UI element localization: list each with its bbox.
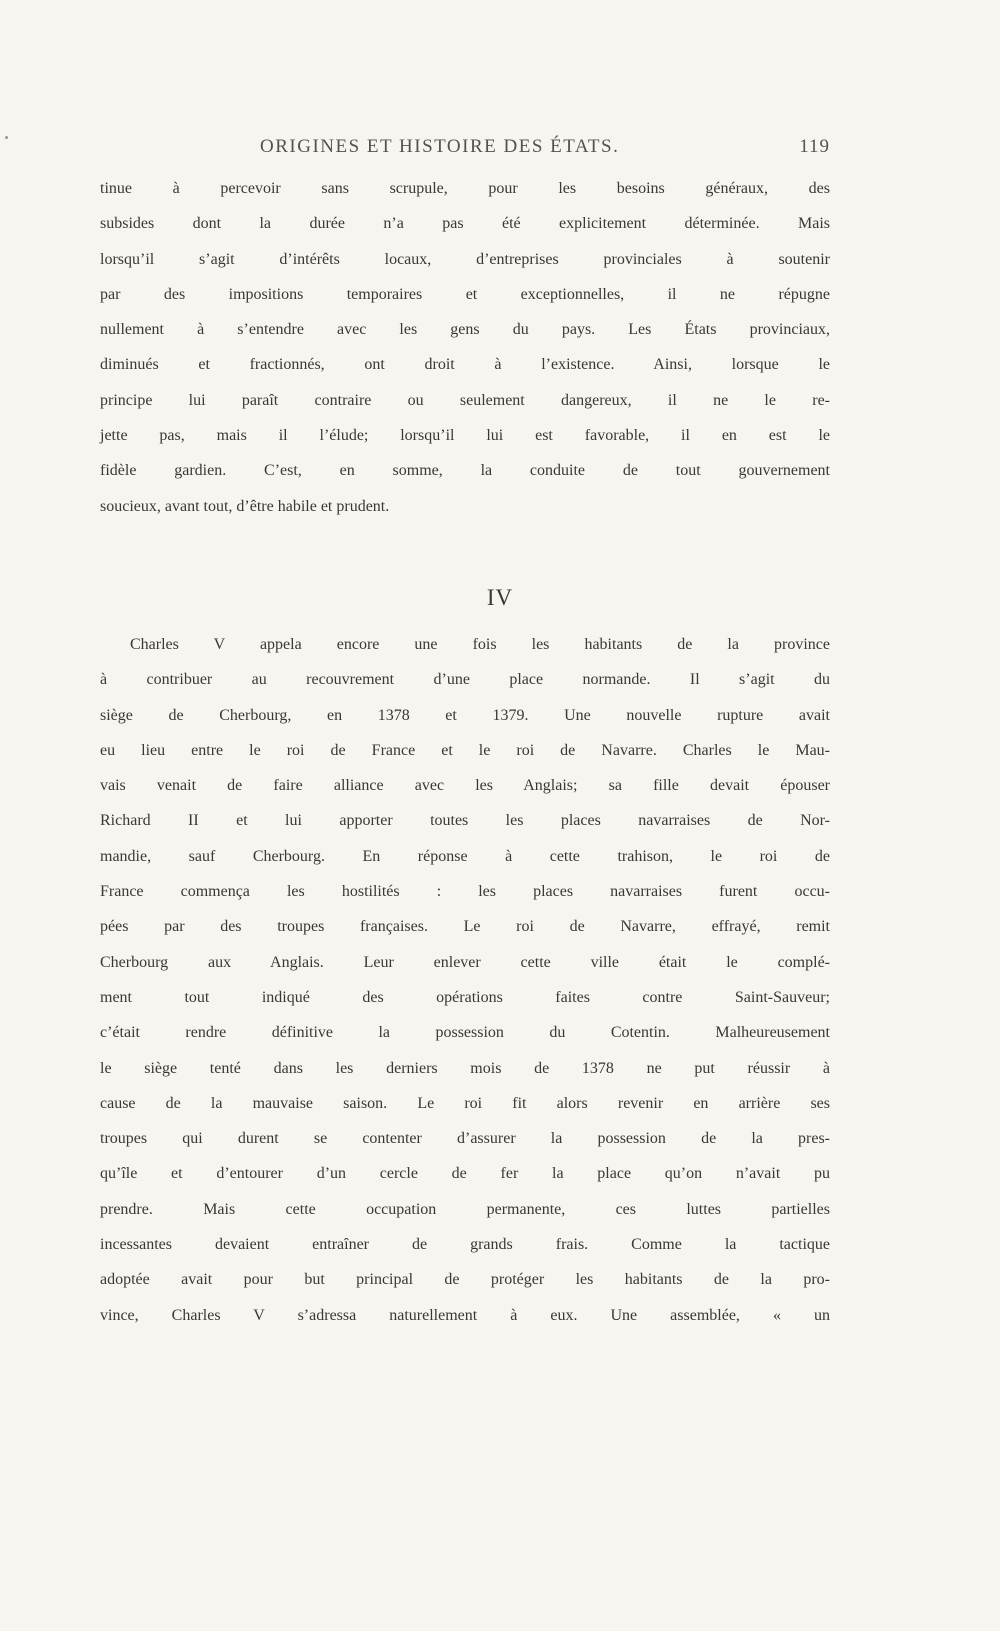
text-line: cause de la mauvaise saison. Le roi fit alors revenir en arrière ses	[100, 1094, 830, 1112]
section-number: IV	[486, 585, 514, 610]
text-line: soucieux, avant tout, d’être habile et prudent.	[100, 497, 390, 515]
text-line: nullement à s’entendre avec les gens du pays. Les États provinciaux,	[100, 321, 830, 339]
text-line: prendre. Mais cette occupation permanente, ces luttes partielles	[100, 1200, 830, 1218]
running-head-title: ORIGINES ET HISTOIRE DES ÉTATS.	[260, 136, 620, 157]
text-line: Cherbourg aux Anglais. Leur enlever cette ville était le complé-	[100, 953, 830, 971]
margin-speck	[5, 136, 8, 139]
text-line: vince, Charles V s’adressa naturellement à eux. Une assemblée, « un	[100, 1306, 830, 1324]
text-line: le siège tenté dans les derniers mois de 1378 ne put réussir à	[100, 1059, 830, 1077]
text-line: siège de Cherbourg, en 1378 et 1379. Une nouvelle rupture avait	[100, 706, 830, 724]
paragraph-1	[100, 180, 830, 533]
text-line: qu’île et d’entourer d’un cercle de fer la place qu’on n’avait pu	[100, 1165, 830, 1183]
text-line: jette pas, mais il l’élude; lorsqu’il lui est favorable, il en est le	[100, 427, 830, 445]
text-line: eu lieu entre le roi de France et le roi de Navarre. Charles le Mau-	[100, 741, 830, 759]
text-line: par des impositions temporaires et exceptionnelles, il ne répugne	[100, 285, 830, 303]
text-line: ment tout indiqué des opérations faites contre Saint-Sauveur;	[100, 988, 830, 1006]
text-line: à contribuer au recouvrement d’une place normande. Il s’agit du	[100, 671, 830, 689]
paragraph-2	[100, 636, 830, 1342]
text-line: fidèle gardien. C’est, en somme, la conduite de tout gouvernement	[100, 462, 830, 480]
text-line: vais venait de faire alliance avec les Anglais; sa fille devait épouser	[100, 777, 830, 795]
text-line: subsides dont la durée n’a pas été explicitement déterminée. Mais	[100, 215, 830, 233]
text-line: troupes qui durent se contenter d’assurer la possession de la pres-	[100, 1130, 830, 1148]
text-line: pées par des troupes françaises. Le roi de Navarre, effrayé, remit	[100, 918, 830, 936]
text-line: c’était rendre définitive la possession du Cotentin. Malheureusement	[100, 1024, 830, 1042]
text-line: tinue à percevoir sans scrupule, pour les besoins généraux, des	[100, 180, 830, 197]
text-line: diminués et fractionnés, ont droit à l’existence. Ainsi, lorsque le	[100, 356, 830, 374]
text-line: incessantes devaient entraîner de grands frais. Comme la tactique	[100, 1236, 830, 1254]
page-number: 119	[799, 136, 830, 157]
text-line: Charles V appela encore une fois les habitants de la province	[130, 636, 830, 653]
text-line: adoptée avait pour but principal de protéger les habitants de la pro-	[100, 1271, 830, 1289]
text-line: principe lui paraît contraire ou seulement dangereux, il ne le re-	[100, 391, 830, 409]
running-head	[100, 136, 830, 166]
text-line: lorsqu’il s’agit d’intérêts locaux, d’entreprises provinciales à soutenir	[100, 250, 830, 268]
text-line: Richard II et lui apporter toutes les places navarraises de Nor-	[100, 812, 830, 830]
text-line: mandie, sauf Cherbourg. En réponse à cette trahison, le roi de	[100, 847, 830, 865]
text-line: France commença les hostilités : les places navarraises furent occu-	[100, 883, 830, 901]
